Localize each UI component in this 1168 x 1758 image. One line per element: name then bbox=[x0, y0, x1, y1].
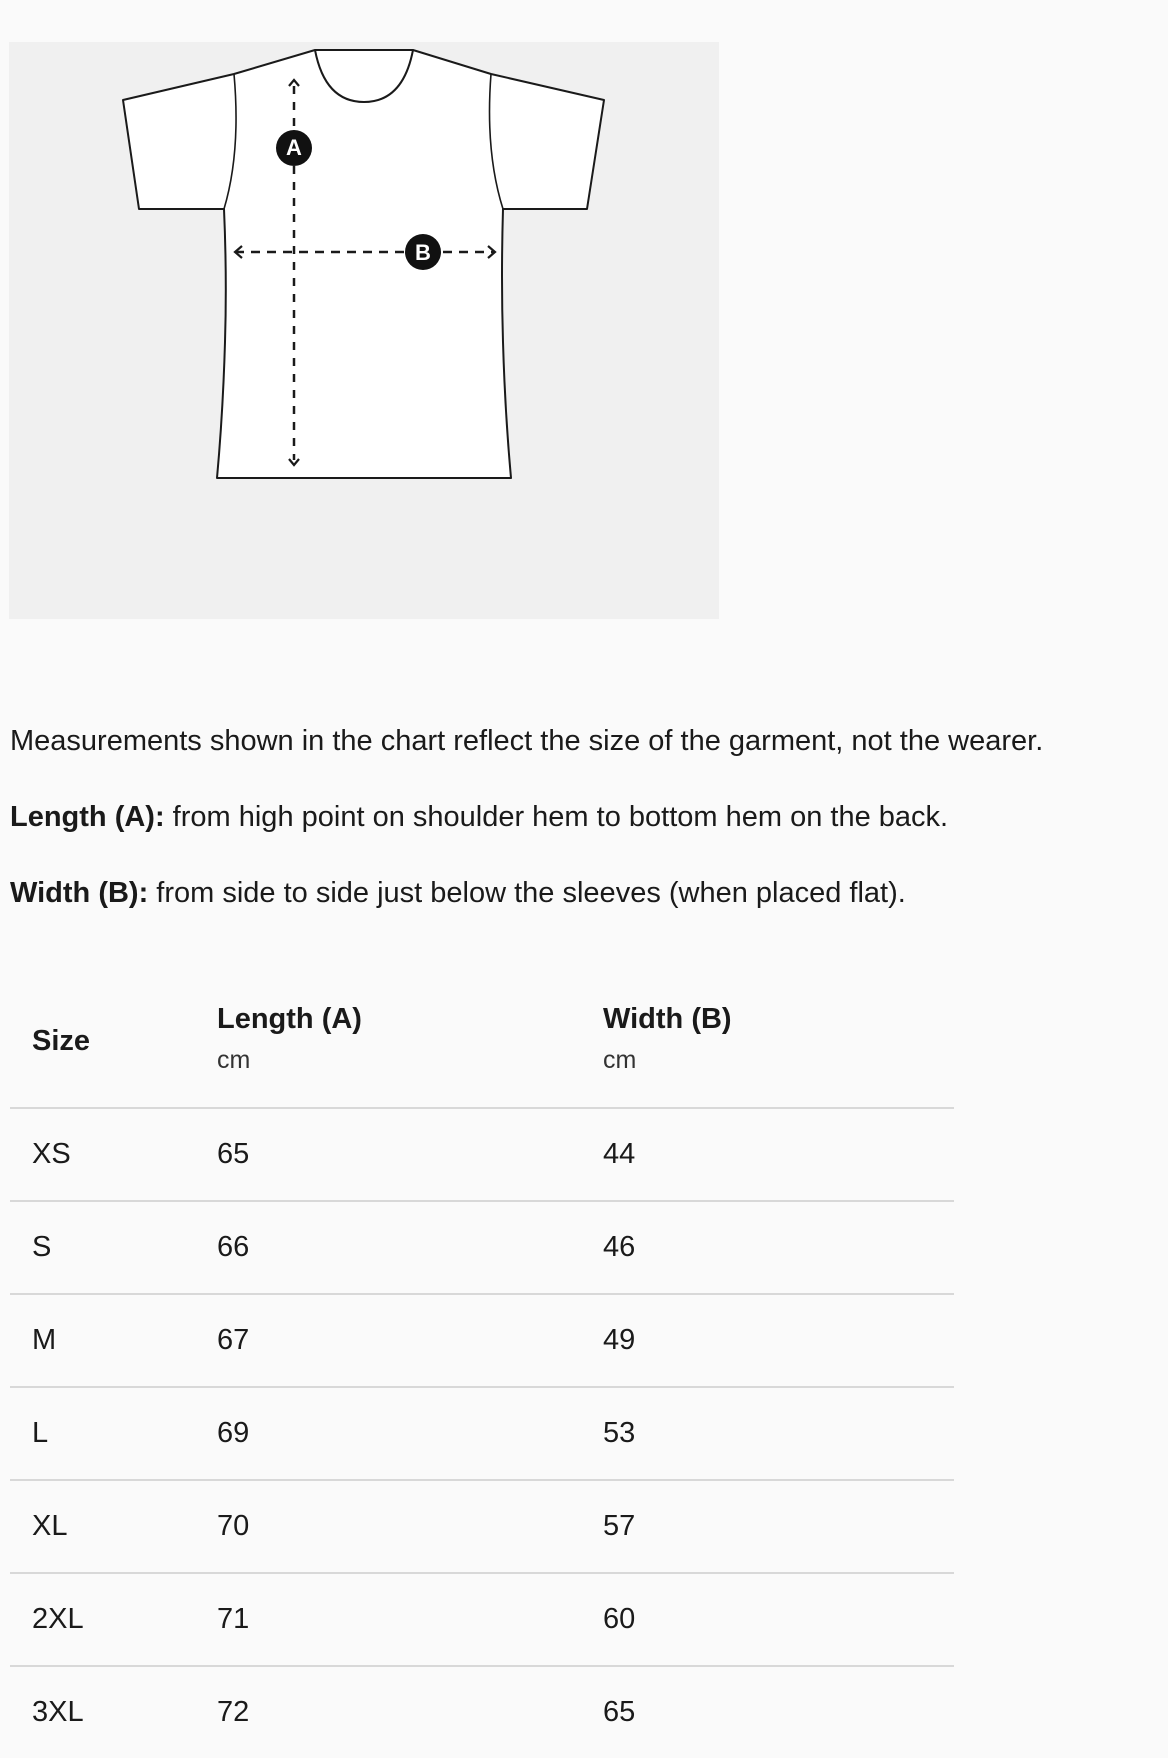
length-cell: 66 bbox=[217, 1201, 603, 1294]
header-length-label: Length (A) bbox=[217, 1003, 362, 1035]
table-row bbox=[10, 1294, 954, 1387]
size-cell: L bbox=[10, 1387, 217, 1480]
size-cell: 2XL bbox=[10, 1573, 217, 1666]
size-cell: M bbox=[10, 1294, 217, 1387]
length-cell: 69 bbox=[217, 1387, 603, 1480]
header-width bbox=[603, 975, 954, 1108]
table-row bbox=[10, 1573, 954, 1666]
table-row bbox=[10, 1108, 954, 1201]
size-table-header bbox=[10, 975, 954, 1108]
size-cell: XS bbox=[10, 1108, 217, 1201]
header-width-label: Width (B) bbox=[603, 1003, 732, 1035]
marker-b-label: B bbox=[415, 240, 431, 265]
width-cell: 65 bbox=[603, 1696, 636, 1728]
header-width-unit: cm bbox=[603, 1046, 637, 1074]
garment-illustration bbox=[9, 42, 719, 619]
table-row bbox=[10, 1480, 954, 1573]
width-cell: 60 bbox=[603, 1573, 954, 1666]
length-note-text: from high point on shoulder hem to bottom hem on the back. bbox=[164, 801, 949, 833]
width-cell: 49 bbox=[603, 1294, 954, 1387]
width-note-label: Width (B): bbox=[10, 877, 149, 909]
width-cell: 46 bbox=[603, 1201, 954, 1294]
length-cell: 70 bbox=[217, 1480, 603, 1573]
tshirt-outline bbox=[123, 50, 604, 478]
size-cell: XL bbox=[10, 1480, 217, 1573]
width-note-text: from side to side just below the sleeves (when placed flat). bbox=[148, 877, 906, 909]
header-length-unit: cm bbox=[217, 1046, 251, 1074]
measurement-notes bbox=[10, 717, 1160, 945]
width-note bbox=[10, 869, 1160, 945]
width-cell: 53 bbox=[603, 1387, 954, 1480]
length-cell: 65 bbox=[217, 1108, 603, 1201]
intro-note: Measurements shown in the chart reflect the size of the garment, not the wearer. bbox=[10, 725, 1044, 757]
table-row bbox=[10, 1201, 954, 1294]
table-row bbox=[10, 1666, 954, 1758]
size-table-body bbox=[10, 1108, 954, 1758]
length-cell: 72 bbox=[217, 1696, 250, 1728]
length-note-label: Length (A): bbox=[10, 801, 165, 833]
size-cell: S bbox=[10, 1201, 217, 1294]
width-cell: 57 bbox=[603, 1480, 954, 1573]
header-size: Size bbox=[10, 975, 217, 1108]
size-table bbox=[10, 975, 954, 1758]
header-length bbox=[217, 975, 603, 1108]
table-row bbox=[10, 1387, 954, 1480]
length-cell: 67 bbox=[217, 1294, 603, 1387]
tshirt-diagram bbox=[9, 42, 719, 619]
width-cell: 44 bbox=[603, 1108, 954, 1201]
length-note bbox=[10, 793, 1160, 869]
size-cell: 3XL bbox=[32, 1696, 84, 1728]
marker-a-label: A bbox=[286, 135, 302, 160]
length-cell: 71 bbox=[217, 1573, 603, 1666]
